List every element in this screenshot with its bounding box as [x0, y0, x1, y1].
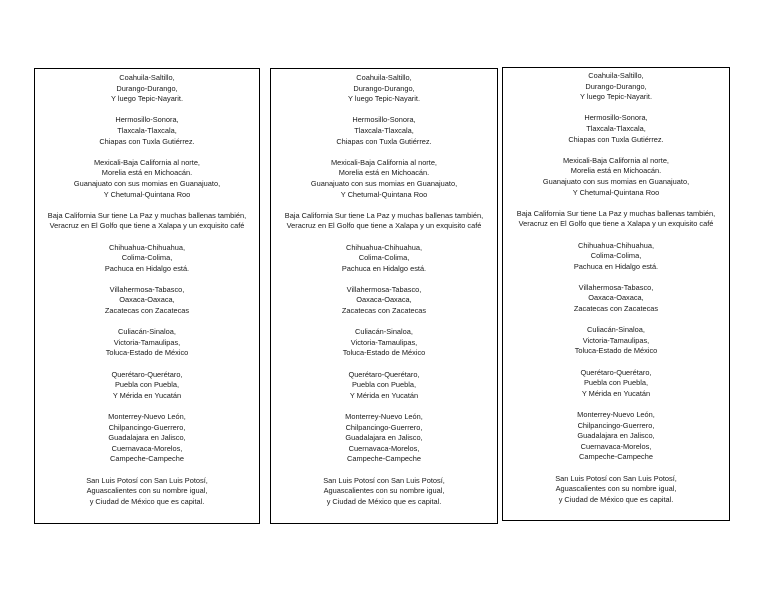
lyric-line: Toluca-Estado de México	[105, 348, 189, 358]
lyric-line: Tlaxcala-Tlaxcala,	[354, 125, 414, 135]
lyric-line: Campeche-Campeche	[579, 452, 653, 462]
lyric-line: Zacatecas con Zacatecas	[104, 306, 190, 316]
stanza	[503, 474, 729, 506]
lyric-line: Guanajuato con sus momias en Guanajuato,	[310, 178, 458, 188]
lyric-line: Culiacán-Sinaloa,	[587, 325, 645, 335]
stanza	[271, 285, 497, 317]
lyrics-card-1	[34, 68, 260, 524]
lyric-line: Guadalajara en Jalisco,	[345, 433, 423, 443]
stanza	[271, 327, 497, 359]
lyric-line: Chiapas con Tuxla Gutiérrez.	[568, 134, 664, 144]
lyric-line: Pachuca en Hidalgo está.	[573, 261, 659, 271]
lyric-line: Culiacán-Sinaloa,	[355, 327, 413, 337]
lyric-line: Cuernavaca-Morelos,	[580, 441, 652, 451]
lyrics-card-3	[502, 67, 730, 521]
stanza	[503, 209, 729, 230]
lyric-line: Monterrey-Nuevo León,	[577, 410, 655, 419]
lyric-line: Guadalajara en Jalisco,	[577, 431, 655, 441]
stanza	[35, 243, 259, 275]
lyric-line: Victoria-Tamaulipas,	[582, 335, 650, 345]
lyric-line: Monterrey-Nuevo León,	[108, 412, 186, 421]
lyric-line: Y luego Tepic-Nayarit.	[347, 94, 421, 104]
lyric-line: Villahermosa-Tabasco,	[346, 284, 422, 294]
stanza	[35, 211, 259, 232]
stanza	[503, 71, 729, 103]
lyric-line: Villahermosa-Tabasco,	[578, 282, 654, 292]
lyric-line: Oaxaca-Oaxaca,	[119, 295, 175, 305]
stanza	[503, 113, 729, 145]
lyric-line: Hermosillo-Sonora,	[584, 113, 648, 123]
lyric-line: Chihuahua-Chihuahua,	[577, 240, 655, 250]
lyric-line: Baja California Sur tiene La Paz y muchas ballenas también,	[284, 210, 484, 220]
lyric-line: Veracruz en El Golfo que tiene a Xalapa y un exquisito café	[286, 221, 482, 231]
stanza	[503, 410, 729, 463]
stanza	[271, 73, 497, 105]
lyric-line: Cuernavaca-Morelos,	[348, 443, 420, 453]
lyric-line: Y Mérida en Yucatán	[112, 390, 182, 400]
lyric-line: Oaxaca-Oaxaca,	[588, 293, 644, 303]
lyric-line: Puebla con Puebla,	[583, 378, 649, 388]
lyric-line: Mexicali-Baja California al norte,	[563, 155, 669, 165]
lyric-line: San Luis Potosí con San Luis Potosí,	[86, 475, 208, 485]
lyric-line: Y luego Tepic-Nayarit.	[579, 92, 653, 102]
lyric-line: Querétaro-Querétaro,	[348, 369, 420, 379]
lyric-line: Chiapas con Tuxla Gutiérrez.	[336, 136, 432, 146]
lyric-line: Colima-Colima,	[358, 253, 410, 263]
lyric-line: Y Mérida en Yucatán	[349, 390, 419, 400]
lyric-line: Victoria-Tamaulipas,	[350, 337, 418, 347]
lyric-line: Cuernavaca-Morelos,	[111, 443, 183, 453]
stanza	[271, 211, 497, 232]
lyric-line: Durango-Durango,	[353, 83, 415, 93]
lyric-line: Baja California Sur tiene La Paz y muchas ballenas también,	[47, 210, 247, 220]
lyric-line: Puebla con Puebla,	[351, 380, 417, 390]
lyric-line: y Ciudad de México que es capital.	[326, 496, 442, 506]
stanza	[35, 73, 259, 105]
lyric-line: Chilpancingo-Guerrero,	[345, 422, 423, 432]
lyrics-card-2	[270, 68, 498, 524]
lyric-line: Chiapas con Tuxla Gutiérrez.	[99, 136, 195, 146]
lyric-line: Tlaxcala-Tlaxcala,	[117, 125, 177, 135]
lyric-line: Victoria-Tamaulipas,	[113, 337, 181, 347]
stanza	[503, 283, 729, 315]
lyric-line: Y Chetumal-Quintana Roo	[340, 189, 428, 199]
lyric-line: Durango-Durango,	[585, 81, 647, 91]
lyric-line: Campeche-Campeche	[347, 454, 421, 464]
lyric-line: Chihuahua-Chihuahua,	[108, 242, 186, 252]
stanza	[35, 327, 259, 359]
lyric-line: Y Chetumal-Quintana Roo	[572, 187, 660, 197]
lyric-line: Querétaro-Querétaro,	[111, 369, 183, 379]
lyric-line: San Luis Potosí con San Luis Potosí,	[555, 473, 677, 483]
lyric-line: Coahuila-Saltillo,	[356, 73, 412, 82]
lyric-line: Chilpancingo-Guerrero,	[108, 422, 186, 432]
lyric-line: Y luego Tepic-Nayarit.	[110, 94, 184, 104]
lyric-line: Tlaxcala-Tlaxcala,	[586, 123, 646, 133]
lyric-line: Pachuca en Hidalgo está.	[341, 263, 427, 273]
stanza	[35, 158, 259, 200]
lyric-line: Campeche-Campeche	[110, 454, 184, 464]
lyric-line: Mexicali-Baja California al norte,	[331, 157, 437, 167]
lyric-line: Coahuila-Saltillo,	[119, 73, 175, 82]
stanza	[503, 156, 729, 198]
lyric-line: Baja California Sur tiene La Paz y muchas ballenas también,	[516, 208, 716, 218]
lyric-line: Y Mérida en Yucatán	[581, 388, 651, 398]
lyric-line: Hermosillo-Sonora,	[352, 115, 416, 125]
stanza	[35, 476, 259, 508]
stanza	[503, 368, 729, 400]
lyric-line: Aguascalientes con su nombre igual,	[555, 484, 677, 494]
stanza	[35, 285, 259, 317]
lyric-line: Guanajuato con sus momias en Guanajuato,	[73, 178, 221, 188]
stanza	[503, 241, 729, 273]
lyric-line: Guanajuato con sus momias en Guanajuato,	[542, 176, 690, 186]
lyric-line: Villahermosa-Tabasco,	[109, 284, 185, 294]
lyric-line: Hermosillo-Sonora,	[115, 115, 179, 125]
lyric-line: Aguascalientes con su nombre igual,	[323, 486, 445, 496]
lyric-line: Veracruz en El Golfo que tiene a Xalapa y un exquisito café	[518, 219, 714, 229]
lyric-line: Monterrey-Nuevo León,	[345, 412, 423, 421]
lyric-line: Toluca-Estado de México	[342, 348, 426, 358]
stanza	[271, 476, 497, 508]
lyric-line: Chihuahua-Chihuahua,	[345, 242, 423, 252]
lyric-line: Mexicali-Baja California al norte,	[94, 157, 200, 167]
lyric-line: Aguascalientes con su nombre igual,	[86, 486, 208, 496]
lyric-line: Toluca-Estado de México	[574, 346, 658, 356]
stanza	[271, 370, 497, 402]
lyric-line: Morelia está en Michoacán.	[101, 168, 193, 178]
stanza	[503, 325, 729, 357]
stanza	[271, 158, 497, 200]
lyric-line: Coahuila-Saltillo,	[588, 71, 644, 80]
lyric-line: Guadalajara en Jalisco,	[108, 433, 186, 443]
lyric-line: Morelia está en Michoacán.	[338, 168, 430, 178]
lyric-line: Puebla con Puebla,	[114, 380, 180, 390]
lyric-line: Y Chetumal-Quintana Roo	[103, 189, 191, 199]
lyric-line: Durango-Durango,	[116, 83, 178, 93]
stanza	[35, 370, 259, 402]
lyric-line: Colima-Colima,	[590, 251, 642, 261]
lyric-line: Colima-Colima,	[121, 253, 173, 263]
lyric-line: Pachuca en Hidalgo está.	[104, 263, 190, 273]
lyric-line: Veracruz en El Golfo que tiene a Xalapa y un exquisito café	[49, 221, 245, 231]
stanza	[271, 115, 497, 147]
lyric-line: Querétaro-Querétaro,	[580, 367, 652, 377]
lyric-line: Chilpancingo-Guerrero,	[577, 420, 655, 430]
stanza	[271, 412, 497, 465]
stanza	[35, 115, 259, 147]
lyric-line: Culiacán-Sinaloa,	[118, 327, 176, 337]
lyric-line: Zacatecas con Zacatecas	[341, 306, 427, 316]
lyric-line: San Luis Potosí con San Luis Potosí,	[323, 475, 445, 485]
lyric-line: y Ciudad de México que es capital.	[89, 496, 205, 506]
stanza	[35, 412, 259, 465]
lyric-line: Morelia está en Michoacán.	[570, 166, 662, 176]
lyric-line: Oaxaca-Oaxaca,	[356, 295, 412, 305]
lyric-line: y Ciudad de México que es capital.	[558, 494, 674, 504]
stanza	[271, 243, 497, 275]
lyric-line: Zacatecas con Zacatecas	[573, 304, 659, 314]
